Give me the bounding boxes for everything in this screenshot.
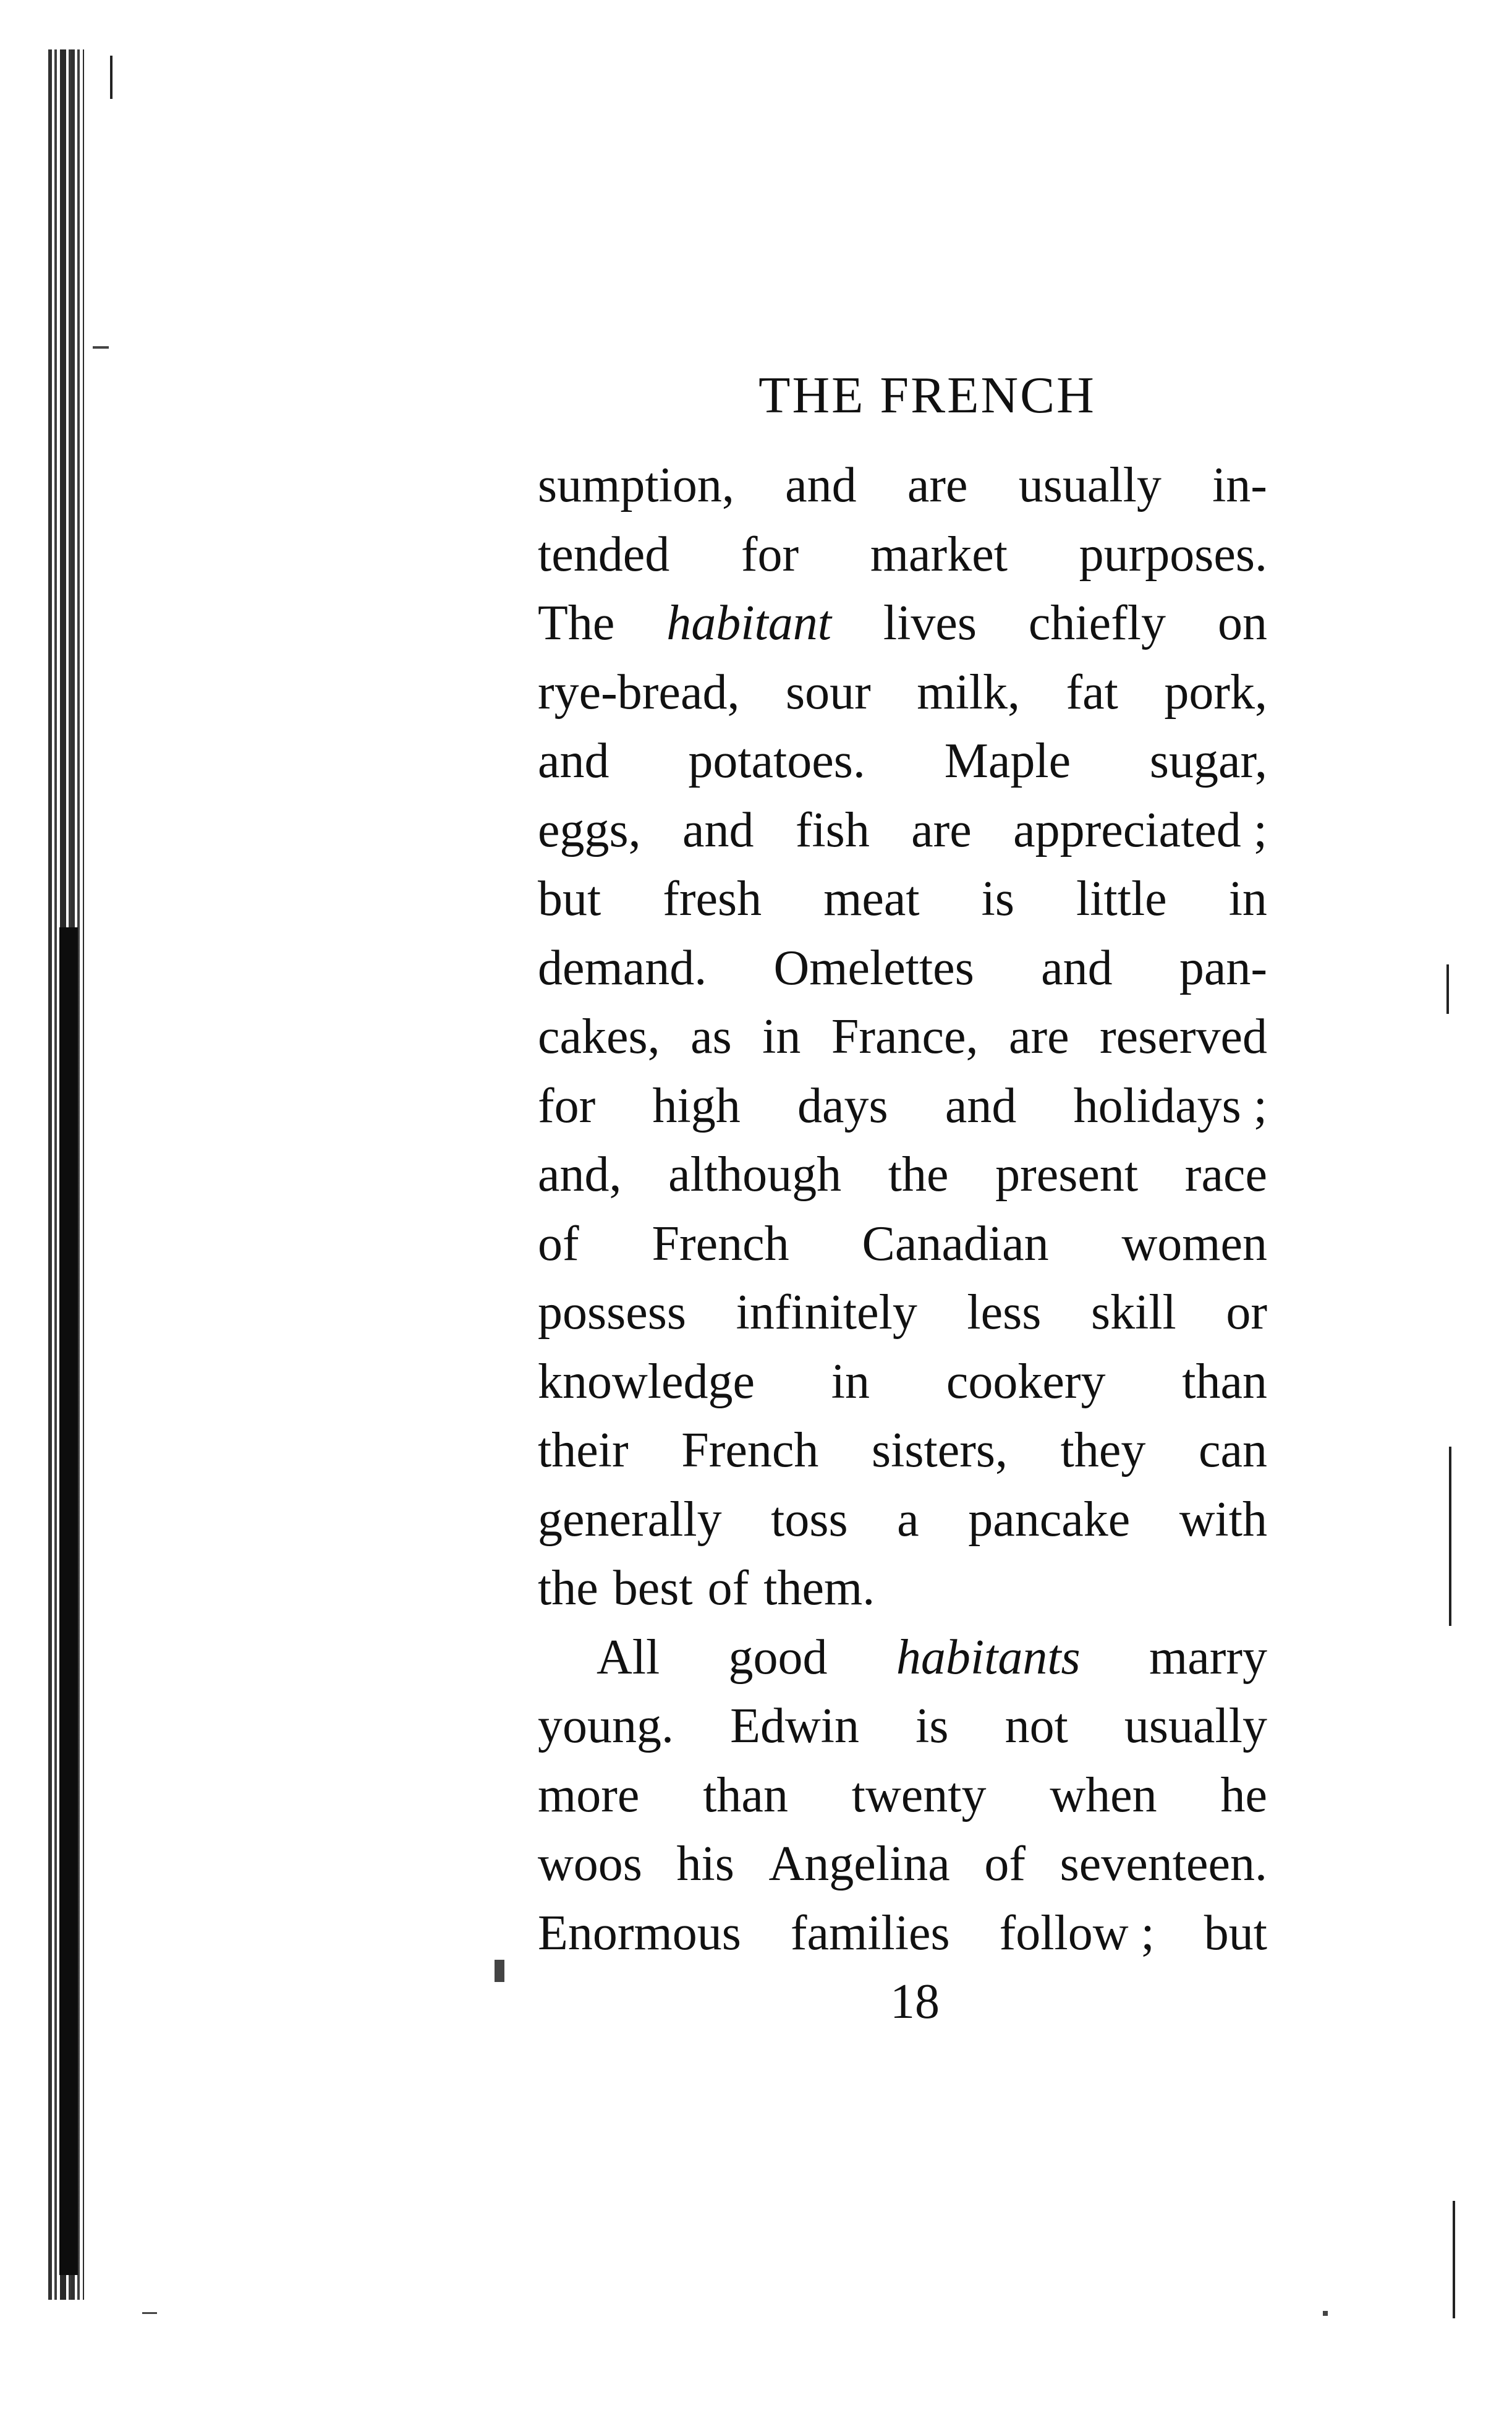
text-line [538, 1141, 1267, 1210]
word: pork, [1164, 665, 1267, 720]
word: and [682, 802, 754, 857]
word: are [911, 802, 972, 857]
word: France, [831, 1010, 979, 1064]
word: Maple [944, 734, 1071, 788]
scan-edge-mark [1453, 2201, 1455, 2318]
word: and [538, 734, 609, 788]
word: of [707, 1561, 749, 1615]
text-line [538, 1278, 1267, 1348]
scan-edge-mark [1446, 964, 1449, 1014]
word: in [1228, 872, 1267, 926]
word: a [897, 1492, 919, 1547]
word: seventeen. [1060, 1837, 1267, 1891]
word: usually [1124, 1699, 1267, 1753]
word: days [797, 1078, 888, 1133]
paragraph [538, 451, 1267, 1623]
word: are [907, 458, 968, 513]
word: good [728, 1630, 828, 1685]
text-line [538, 865, 1267, 934]
word: on [1217, 596, 1267, 650]
word: possess [538, 1285, 687, 1340]
word: rye-bread, [538, 665, 740, 720]
word: race [1184, 1147, 1267, 1202]
word: but [538, 872, 601, 926]
word: knowledge [538, 1354, 755, 1409]
word: and [945, 1078, 1017, 1133]
word: pancake [968, 1492, 1131, 1547]
word: Enormous [538, 1905, 741, 1960]
scan-speck [1323, 2311, 1328, 2316]
text-line [538, 1692, 1267, 1761]
word: sumption, [538, 458, 734, 513]
word: habitants [896, 1630, 1081, 1685]
text-line [538, 934, 1267, 1003]
word: follow ; [999, 1905, 1155, 1960]
word: Angelina [768, 1837, 950, 1891]
text-line [538, 589, 1267, 658]
scan-edge-mark [110, 56, 113, 99]
text-line [538, 796, 1267, 866]
text-line [538, 1348, 1267, 1417]
text-line [538, 1486, 1267, 1555]
word: they [1060, 1423, 1146, 1478]
word: less [967, 1285, 1042, 1340]
body-text [538, 451, 1267, 1968]
word: them. [763, 1561, 875, 1615]
word: than [703, 1767, 788, 1823]
word: French [681, 1423, 819, 1478]
text-line [538, 1761, 1267, 1831]
word: can [1198, 1423, 1267, 1478]
word: fat [1066, 665, 1118, 720]
word: he [1220, 1767, 1267, 1823]
word: is [915, 1699, 949, 1753]
word: than [1182, 1354, 1267, 1409]
text-line [538, 1899, 1267, 1968]
word: of [538, 1216, 579, 1271]
word: appreciated ; [1013, 802, 1267, 857]
word: high [652, 1078, 741, 1133]
word: fish [795, 802, 870, 857]
word: with [1179, 1492, 1267, 1547]
text-line [538, 1003, 1267, 1072]
word: meat [823, 872, 920, 926]
text-line [538, 1072, 1267, 1141]
binding-shadow [59, 927, 78, 2275]
word: French [652, 1216, 789, 1271]
word: women [1121, 1216, 1267, 1271]
text-line [538, 727, 1267, 796]
word: the [538, 1561, 598, 1615]
word: generally [538, 1492, 722, 1547]
word: sisters, [871, 1423, 1008, 1478]
scan-speck [142, 2312, 157, 2314]
word: eggs, [538, 802, 641, 857]
page-number: 18 [890, 1975, 940, 2029]
word: of [984, 1837, 1026, 1891]
word: chiefly [1028, 596, 1166, 650]
word: usually [1018, 458, 1162, 513]
paragraph [538, 1623, 1267, 1968]
text-line [538, 658, 1267, 728]
word: cookery [946, 1354, 1106, 1409]
word: market [870, 527, 1008, 582]
text-line [538, 1210, 1267, 1279]
word: and, [538, 1147, 622, 1202]
text-line [538, 451, 1267, 521]
word: lives [883, 596, 977, 650]
word: pan- [1179, 940, 1267, 995]
word: and [785, 458, 857, 513]
word: milk, [917, 665, 1020, 720]
word: Canadian [862, 1216, 1049, 1271]
word: marry [1149, 1630, 1267, 1685]
text-line [538, 1554, 1267, 1623]
word: sugar, [1149, 734, 1267, 788]
word: best [613, 1561, 693, 1615]
word: infinitely [736, 1285, 917, 1340]
word: sour [785, 665, 871, 720]
word: Omelettes [773, 940, 974, 995]
word: as [690, 1010, 732, 1064]
word: reserved [1100, 1010, 1267, 1064]
word: or [1226, 1285, 1267, 1340]
word: little [1076, 872, 1167, 926]
text-line [538, 1416, 1267, 1486]
word: toss [771, 1492, 848, 1547]
word: families [790, 1905, 950, 1960]
word: habitant [666, 596, 831, 650]
scan-speck [93, 346, 109, 349]
word: fresh [663, 872, 762, 926]
word: young. [538, 1699, 674, 1753]
word: All [597, 1630, 660, 1685]
word: his [676, 1837, 734, 1891]
word: not [1004, 1699, 1068, 1753]
word: but [1204, 1905, 1267, 1960]
word: for [538, 1078, 596, 1133]
word: demand. [538, 940, 707, 995]
word: woos [538, 1837, 642, 1891]
word: cakes, [538, 1010, 660, 1064]
text-line [538, 1830, 1267, 1899]
text-line [538, 1623, 1267, 1693]
word: purposes. [1079, 527, 1267, 582]
word: although [668, 1147, 842, 1202]
word: Edwin [730, 1699, 859, 1753]
word: The [538, 596, 615, 650]
word: in [831, 1354, 870, 1409]
word: are [1008, 1010, 1069, 1064]
word: present [995, 1147, 1139, 1202]
word: tended [538, 527, 670, 582]
word: in [762, 1010, 801, 1064]
word: their [538, 1423, 629, 1478]
word: twenty [851, 1767, 987, 1823]
word: for [741, 527, 799, 582]
word: holidays ; [1073, 1078, 1267, 1133]
running-head: THE FRENCH [758, 367, 1096, 424]
word: in- [1212, 458, 1267, 513]
word: and [1041, 940, 1113, 995]
scan-edge-mark [1449, 1447, 1451, 1626]
word: more [538, 1767, 640, 1823]
text-line [538, 521, 1267, 590]
word: is [981, 872, 1015, 926]
word: potatoes. [688, 734, 865, 788]
scan-speck [495, 1960, 504, 1982]
word: skill [1090, 1285, 1176, 1340]
word: the [888, 1147, 949, 1202]
word: when [1050, 1767, 1157, 1823]
